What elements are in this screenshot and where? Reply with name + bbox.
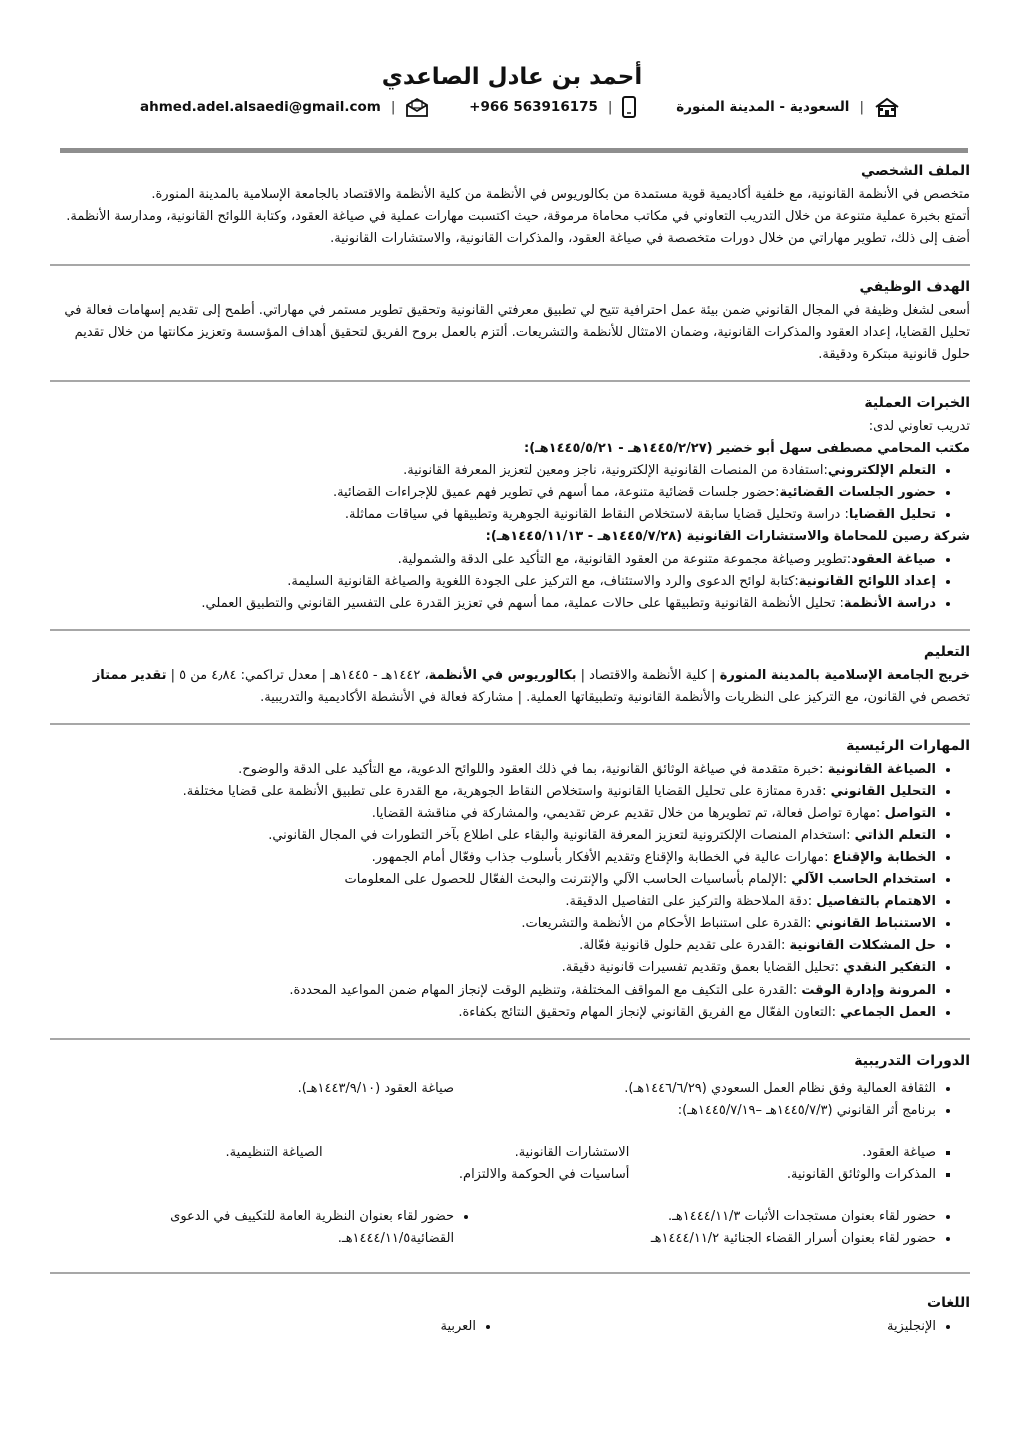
list-item: • حضور لقاء بعنوان أسرار القضاء الجنائية ١٤٤٤/١١/٢هـ <box>488 1228 936 1250</box>
employer-heading: مكتب المحامي مصطفى سهل أبو خضير (١٤٤٥/٢/٢٧هـ - ١٤٤٥/٥/٢١هـ): <box>524 441 970 457</box>
resume-content <box>50 160 970 1346</box>
list-item: • استخدام الحاسب الآلي :الإلمام بأساسيات الحاسب الآلي والإنترنت والبحث الفعّال للحصول على المعلومات <box>50 869 936 891</box>
courses-list <box>50 1206 488 1250</box>
section-title: التعليم <box>923 643 970 660</box>
languages-section <box>50 1292 970 1346</box>
list-item: • الإنجليزية <box>510 1316 936 1338</box>
list-item: • دراسة الأنظمة: تحليل الأنظمة القانونية وتطبيقها على حالات عملية، مما أسهم في تعزيز القدرة على التفسير القانوني والتطبيق العملي. <box>50 593 936 615</box>
employer-heading: شركة رصين للمحاماة والاستشارات القانونية (١٤٤٥/٧/٢٨هـ - ١٤٤٥/١١/١٣هـ): <box>485 529 970 545</box>
email-item <box>140 96 429 119</box>
languages-list <box>510 1316 970 1338</box>
list-item: • التعلم الذاتي :استخدام المنصات الإلكترونية لتعزيز المعرفة القانونية والبقاء على اطلاع بآخر التطورات في المجال القانوني. <box>50 825 936 847</box>
list-item: • الخطابة والإقناع :مهارات عالية في الخطابة والإقناع وتقديم الأفكار بأسلوب جذاب وفعّال أمام الجمهور. <box>50 847 936 869</box>
list-item: • حل المشكلات القانونية :القدرة على تقديم حلول قانونية فعّالة. <box>50 935 936 957</box>
list-item: • إعداد اللوائح القانونية:كتابة لوائح الدعوى والرد والاستئناف، مع التركيز على الجودة اللغوية والصياغة القانونية السليمة. <box>50 571 936 593</box>
list-item: • التفكير النقدي :تحليل القضايا بعمق وتقديم تفسيرات قانونية دقيقة. <box>50 957 936 979</box>
courses-list <box>357 1142 664 1186</box>
languages-list <box>50 1316 510 1338</box>
email-address[interactable]: ahmed.adel.alsaedi@gmail.com <box>140 99 381 115</box>
list-item: • حضور الجلسات القضائية:حضور جلسات قضائية متنوعة، مما أسهم في تطوير فهم عميق للإجراءات القضائية. <box>50 482 936 504</box>
home-icon <box>874 97 900 117</box>
courses-list <box>488 1206 970 1250</box>
courses-list <box>663 1142 970 1186</box>
person-name: أحمد بن عادل الصاعدي <box>381 64 643 90</box>
languages-group <box>50 1316 970 1338</box>
location-text: السعودية - المدينة المنورة <box>676 99 850 115</box>
section-divider <box>50 629 970 631</box>
education-description: تخصص في القانون، مع التركيز على النظريات والأنظمة القانونية وتطبيقاتها العملية. | مشاركة فعالة في الأنشطة الأكاديمية والتدريبية. <box>260 689 970 705</box>
list-item: • التواصل :مهارة تواصل فعالة، تم تطويرها من خلال تقديم عرض تقديمي، والمشاركة في مناقشة القضايا. <box>50 803 936 825</box>
section-divider <box>50 1038 970 1040</box>
employer-task-list <box>50 549 970 615</box>
list-item: أساسيات في الحوكمة والالتزام. <box>458 1166 630 1182</box>
header-divider <box>60 148 968 153</box>
list-item: • تحليل القضايا: دراسة وتحليل قضايا سابقة لاستخلاص النقاط القانونية الجوهرية وتطبيقها في سياقات مماثلة. <box>50 504 936 526</box>
list-item: ▪ صياغة العقود. <box>663 1142 936 1164</box>
list-item: • برنامج أثر القانوني (١٤٤٥/٧/٣هـ –١٤٤٥/٧/١٩هـ): <box>488 1100 936 1122</box>
list-item: • العمل الجماعي :التعاون الفعّال مع الفريق القانوني لإنجاز المهام وتحقيق النتائج بكفاءة. <box>50 1002 936 1024</box>
courses-group <box>50 1078 970 1122</box>
profile-paragraph: أتمتع بخبرة عملية متنوعة من خلال التدريب التعاوني في مكاتب محاماة مرموقة، حيث اكتسبت مهارات عملية في صياغة العقود، وكتابة اللوائح القانونية، ومدارسة الأنظمة. أضف إلى ذلك، تطوير مهاراتي من خلال دورات متخصصة في صياغة العقود، والمذكرات القانونية، والاستشارات القانونية. <box>66 208 970 246</box>
list-item: • حضور لقاء بعنوان النظرية العامة للتكييف في الدعوى القضائية١٤٤٤/١١/٥هـ. <box>50 1206 454 1250</box>
list-item: ▪ المذكرات والوثائق القانونية. <box>663 1164 936 1186</box>
courses-list <box>50 1142 357 1164</box>
contact-bar <box>140 96 900 119</box>
resume-header <box>0 58 1024 97</box>
list-item: • الاستنباط القانوني :القدرة على استنباط الأحكام من الأنظمة والتشريعات. <box>50 913 936 935</box>
phone-item <box>469 96 636 119</box>
section-title: الدورات التدريبية <box>854 1052 970 1069</box>
separator: | <box>607 99 613 115</box>
list-item: الاستشارات القانونية. <box>514 1144 630 1160</box>
list-item: • الاهتمام بالتفاصيل :دقة الملاحظة والتركيز على التفاصيل الدقيقة. <box>50 891 936 913</box>
section-title: اللغات <box>927 1295 970 1312</box>
section-divider <box>50 723 970 725</box>
email-envelope-icon <box>405 97 429 117</box>
skills-section <box>50 735 970 1032</box>
mobile-phone-icon <box>622 96 636 118</box>
profile-paragraph: متخصص في الأنظمة القانونية، مع خلفية أكاديمية قوية مستمدة من بكالوريوس في الأنظمة من كلية الأنظمة والاقتصاد بالجامعة الإسلامية بالمدينة المنورة. <box>151 186 970 202</box>
list-item: • التحليل القانوني :قدرة ممتازة على تحليل القضايا القانونية واستخلاص النقاط الجوهرية، مع القدرة على تطبيق الأنظمة على قضايا مختلفة. <box>50 781 936 803</box>
section-title: الهدف الوظيفي <box>859 279 970 296</box>
education-section <box>50 641 970 717</box>
courses-group <box>50 1142 970 1186</box>
separator: | <box>390 99 396 115</box>
section-title: المهارات الرئيسية <box>846 737 970 754</box>
section-title: الخبرات العملية <box>864 395 970 412</box>
list-item: • الثقافة العمالية وفق نظام العمل السعودي (١٤٤٦/٦/٢٩هـ). <box>488 1078 936 1100</box>
objective-section <box>50 276 970 374</box>
profile-section <box>50 160 970 258</box>
list-item: • المرونة وإدارة الوقت :القدرة على التكيف مع المواقف المختلفة، وتنظيم الوقت لإنجاز المهام ضمن المواعيد المحددة. <box>50 980 936 1002</box>
section-divider <box>50 380 970 382</box>
courses-group <box>50 1206 970 1250</box>
list-item: الصياغة التنظيمية. <box>225 1144 323 1160</box>
skills-list <box>50 759 970 1024</box>
education-line: خريج الجامعة الإسلامية بالمدينة المنورة | كلية الأنظمة والاقتصاد | بكالوريوس في الأنظمة، ١٤٤٢هـ - ١٤٤٥هـ | معدل تراكمي: ٤٫٨٤ من ٥ | تقدير ممتاز <box>92 667 970 683</box>
employer-task-list <box>50 460 970 526</box>
list-item: • حضور لقاء بعنوان مستجدات الأثبات ١٤٤٤/١١/٣هـ. <box>488 1206 936 1228</box>
list-item: • العربية <box>50 1316 476 1338</box>
experience-subtitle: تدريب تعاوني لدى: <box>868 418 970 434</box>
section-divider <box>50 264 970 266</box>
phone-number[interactable]: +966 563916175 <box>469 99 598 115</box>
objective-paragraph: أسعى لشغل وظيفة في المجال القانوني ضمن بيئة عمل احترافية تتيح لي تطبيق معرفتي القانونية وتحقيق تطوير مستمر في مهاراتي. أطمح إلى تقديم إسهامات فعالة في تحليل القضايا، إعداد العقود والمذكرات القانونية، وضمان الامتثال للأنظمة والتشريعات. ألتزم بالعمل بروح الفريق لتحقيق أهداف المؤسسة وتعزيز مكانتها من خلال تقديم حلول قانونية مبتكرة ودقيقة. <box>64 302 970 363</box>
section-divider <box>50 1272 970 1274</box>
section-title: الملف الشخصي <box>860 163 970 179</box>
courses-section <box>50 1050 970 1258</box>
separator: | <box>859 99 864 115</box>
list-item: • التعلم الإلكتروني:استفادة من المنصات القانونية الإلكترونية، ناجز ومعين لتعزيز المعرفة القانونية. <box>50 460 936 482</box>
experience-section <box>50 392 970 623</box>
courses-list <box>488 1078 970 1122</box>
list-item: • الصياغة القانونية :خبرة متقدمة في صياغة الوثائق القانونية، بما في ذلك العقود واللوائح الدعوية، مع التأكيد على الدقة والوضوح. <box>50 759 936 781</box>
location-item <box>676 96 900 119</box>
courses-list <box>50 1078 488 1100</box>
list-item: • صياغة العقود:تطوير وصياغة مجموعة متنوعة من العقود القانونية، مع التأكيد على الدقة والشمولية. <box>50 549 936 571</box>
list-item: صياغة العقود (١٤٤٣/٩/١٠هـ). <box>297 1080 455 1096</box>
